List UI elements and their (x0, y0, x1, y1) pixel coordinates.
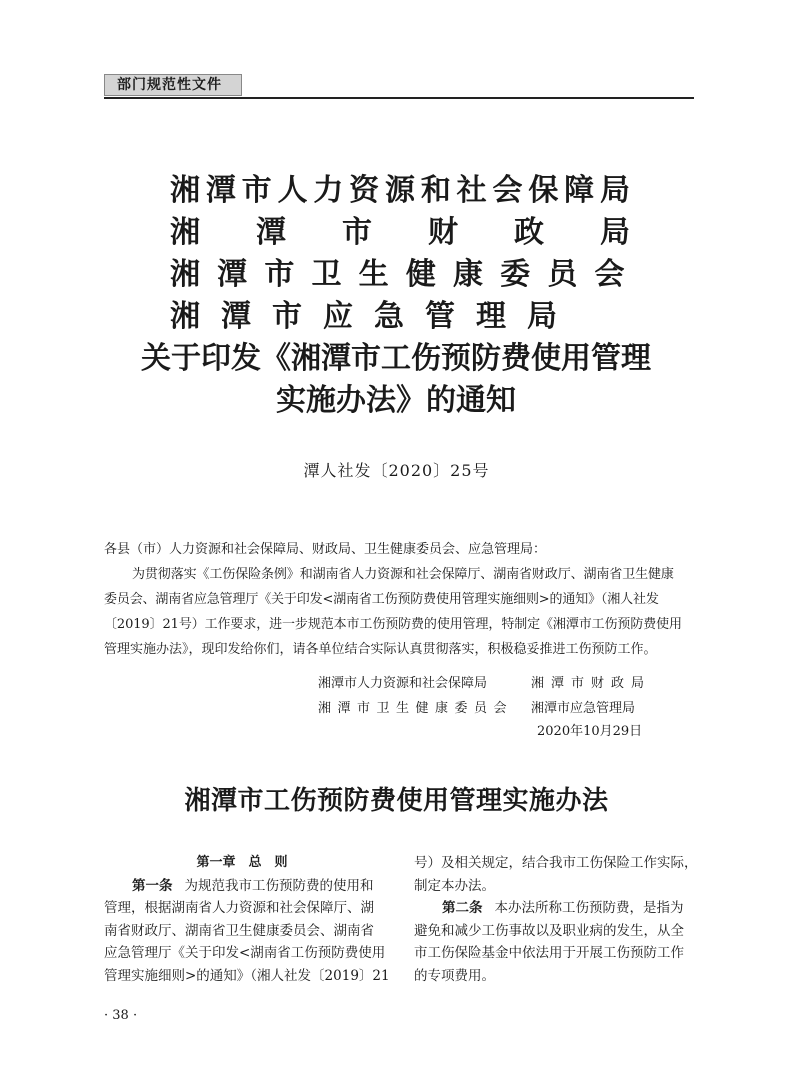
article-1-line: 应急管理厅《关于印发<湖南省工伤预防费使用 (104, 945, 386, 961)
column-left (104, 852, 390, 987)
article-2-line: 市工伤保险基金中依法用于开展工伤预防工作 (414, 945, 684, 961)
header-rule (104, 97, 694, 99)
article-2-text: 本办法所称工伤预防费，是指为 (494, 900, 684, 916)
article-2-label: 第二条 (442, 900, 483, 916)
signature-hrss: 湘潭市人力资源和社会保障局 (318, 676, 488, 691)
signature-emergency: 湘潭市应急管理局 (531, 701, 636, 716)
title-org-4: 湘潭市应急管理局 (170, 299, 578, 334)
article-1-line: 号）及相关规定，结合我市工伤保险工作实际， (414, 855, 698, 871)
article-1-line (104, 875, 380, 898)
title-org-2 (170, 213, 680, 253)
signature-finance: 湘潭市财政局 (531, 676, 652, 691)
signature-date: 2020年10月29日 (537, 724, 643, 739)
section-tag: 部门规范性文件 (104, 74, 242, 96)
addressee: 各县（市）人力资源和社会保障局、财政局、卫生健康委员会、应急管理局： (104, 542, 547, 557)
title-line-5: 关于印发《湘潭市工伤预防费使用管理 (141, 341, 651, 376)
title-org-1: 湘潭市人力资源和社会保障局 (170, 173, 630, 208)
article-1-text: 为规范我市工伤预防费的使用和 (184, 877, 374, 894)
page-number: · 38 · (104, 1008, 138, 1023)
body-line: 〔2019〕21号）工作要求，进一步规范本市工伤预防费的使用管理，特制定《湘潭市工伤预防费使用 (104, 617, 682, 632)
signature-health: 湘潭市卫生健康委员会 (318, 701, 514, 716)
column-right (414, 852, 698, 987)
body-line: 为贯彻落实《工伤保险条例》和湖南省人力资源和社会保障厅、湖南省财政厅、湖南省卫生健康 (132, 567, 674, 582)
article-1-line: 管理，根据湖南省人力资源和社会保障厅、湖 (104, 900, 374, 916)
article-2-line: 的专项费用。 (414, 967, 495, 984)
title-line-6: 实施办法》的通知 (276, 383, 516, 418)
article-1-label: 第一条 (132, 877, 173, 894)
title-org-3: 湘潭市卫生健康委员会 (170, 257, 630, 292)
document-number: 潭人社发〔2020〕25号 (303, 461, 490, 480)
chapter-heading: 第一章 总 则 (196, 855, 288, 870)
article-1-line: 制定本办法。 (414, 877, 495, 894)
measures-title: 湘潭市工伤预防费使用管理实施办法 (184, 786, 609, 816)
article-2-line: 避免和减少工伤事故以及职业病的发生，从全 (414, 922, 684, 939)
article-1-line: 南省财政厅、湖南省卫生健康委员会、湖南省 (104, 922, 374, 939)
body-line: 委员会、湖南省应急管理厅《关于印发<湖南省工伤预防费使用管理实施细则>的通知》（湘人社发 (104, 592, 659, 607)
title-org-2-text: 湘潭市财政局 (170, 215, 680, 250)
article-1-line: 管理实施细则>的通知》（湘人社发〔2019〕21 (104, 967, 390, 984)
article-2-line (414, 897, 690, 920)
body-line: 管理实施办法》，现印发给你们，请各单位结合实际认真贯彻落实，积极稳妥推进工伤预防工作。 (104, 642, 657, 657)
